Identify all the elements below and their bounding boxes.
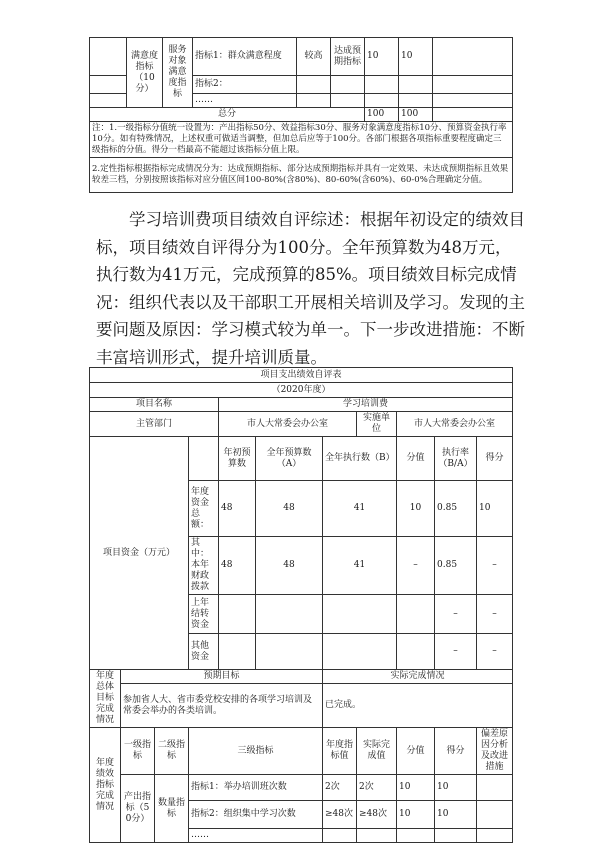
eval-table-title: 项目支出绩效自评表 — [90, 368, 513, 383]
project-name: 学习培训费 — [219, 398, 513, 412]
indicator1-actual: 达成预期指标 — [331, 38, 365, 76]
fund-row-label: 其他资金 — [189, 634, 219, 670]
h-score: 分值 — [397, 728, 435, 775]
indicator1-target: 较高 — [297, 38, 331, 76]
indicator2-label: 指标2： — [193, 76, 297, 94]
fund-row-got: – — [477, 537, 513, 595]
ind1-score: 10 — [397, 775, 435, 801]
col-score-value: 分值 — [397, 437, 435, 481]
ind2-label: 指标2：组织集中学习次数 — [189, 801, 323, 829]
fund-row-budget: 48 — [256, 537, 323, 595]
performance-summary-paragraph: 学习培训费项目绩效自评综述：根据年初设定的绩效目标，项目绩效自评得分为100分。全年预算数为48万元，执行数为41万元，完成预算的85%。项目绩效目标完成情况：组织代表以及干部职工开展相关培训及学习。发现的主要问题及原因：学习模式较为单一。下一步改进措施：不断丰富培训形式，提升培训质量。 — [96, 210, 525, 367]
col-annual-exec: 全年执行数（B） — [323, 437, 397, 481]
col-initial-budget: 年初预算数 — [219, 437, 256, 481]
fund-row-budget — [256, 595, 323, 634]
fund-row-label: 年度资金总额： — [189, 481, 219, 537]
h-got: 得分 — [435, 728, 477, 775]
ellipsis: …… — [189, 829, 323, 843]
fund-row-initial: 48 — [219, 481, 256, 537]
ind1-actual: 2次 — [357, 775, 397, 801]
ind1-target: 2次 — [323, 775, 357, 801]
fund-row-got: – — [477, 595, 513, 634]
ind1-label: 指标1：举办培训班次数 — [189, 775, 323, 801]
ind2-score: 10 — [397, 801, 435, 829]
fund-row-initial: 48 — [219, 537, 256, 595]
fund-row-budget: 48 — [256, 481, 323, 537]
fund-row-score — [397, 634, 435, 670]
expected-goal-label: 预期目标 — [121, 670, 323, 684]
eval-table — [89, 367, 513, 843]
eval-table-year: （2020年度） — [90, 383, 513, 398]
indicator1-score: 10 — [365, 38, 399, 76]
fund-row-exec: 41 — [323, 481, 397, 537]
ellipsis: …… — [193, 94, 297, 108]
fund-row-rate: – — [435, 634, 477, 670]
output-indicator-label: 产出指标（50分） — [121, 775, 155, 843]
satisfaction-indicator-label: 满意度指标（10分） — [127, 38, 163, 108]
dept-label: 主管部门 — [90, 412, 219, 437]
indicator1-label: 指标1：群众满意程度 — [193, 38, 297, 76]
ind2-got: 10 — [435, 801, 477, 829]
h-analysis: 偏差原因分析及改进措施 — [477, 728, 513, 775]
expected-goal: 参加省人大、省市委党校安排的各项学习培训及常委会举办的各类培训。 — [121, 684, 323, 728]
fund-row-label: 上年结转资金 — [189, 595, 219, 634]
project-name-label: 项目名称 — [90, 398, 219, 412]
top-indicator-table — [89, 37, 513, 193]
ind2-target: ≥48次 — [323, 801, 357, 829]
indicator1-got: 10 — [399, 38, 433, 76]
actual-completion: 已完成。 — [323, 684, 513, 728]
impl-value: 市人大常委会办公室 — [397, 412, 513, 437]
total-label: 总分 — [90, 108, 365, 122]
note-2: 2.定性指标根据指标完成情况分为：达成预期指标、部分达成预期指标并具有一定效果、未达成预期指标且效果较差三档，分别按照该指标对应分值区间100-80%(含80%)、80-60%(含60%)、60-0%合理确定分值。 — [90, 158, 513, 193]
fund-row-score: – — [397, 537, 435, 595]
quantity-indicator-label: 数量指标 — [155, 775, 189, 843]
fund-row-budget — [256, 634, 323, 670]
fund-row-initial — [219, 634, 256, 670]
ind1-got: 10 — [435, 775, 477, 801]
actual-completion-label: 实际完成情况 — [323, 670, 513, 684]
funds-label: 项目资金（万元） — [90, 437, 189, 670]
goal-label: 年度总体目标完成情况 — [90, 670, 121, 728]
ind2-actual: ≥48次 — [357, 801, 397, 829]
h-level2: 二级指标 — [155, 728, 189, 775]
col-annual-budget: 全年预算数（A） — [256, 437, 323, 481]
fund-row-rate: 0.85 — [435, 481, 477, 537]
fund-row-score: 10 — [397, 481, 435, 537]
col-got: 得分 — [477, 437, 513, 481]
fund-row-rate: – — [435, 595, 477, 634]
fund-row-got: 10 — [477, 481, 513, 537]
fund-row-exec: 41 — [323, 537, 397, 595]
h-level1: 一级指标 — [121, 728, 155, 775]
perf-label: 年度绩效指标完成情况 — [90, 728, 121, 843]
dept-value: 市人大常委会办公室 — [219, 412, 357, 437]
service-target-indicator-label: 服务对象满意度指标 — [163, 38, 193, 108]
h-target: 年度指标值 — [323, 728, 357, 775]
fund-row-exec — [323, 634, 397, 670]
fund-row-exec — [323, 595, 397, 634]
impl-label: 实施单位 — [357, 412, 397, 437]
fund-row-initial — [219, 595, 256, 634]
h-level3: 三级指标 — [189, 728, 323, 775]
h-actual: 实际完成值 — [357, 728, 397, 775]
fund-row-rate: 0.85 — [435, 537, 477, 595]
total-got: 100 — [399, 108, 433, 122]
total-score: 100 — [365, 108, 399, 122]
fund-row-label: 其中：本年财政拨款 — [189, 537, 219, 595]
col-exec-rate: 执行率（B/A） — [435, 437, 477, 481]
fund-row-got: – — [477, 634, 513, 670]
fund-row-score — [397, 595, 435, 634]
note-1: 注：1.一级指标分值统一设置为：产出指标50分、效益指标30分、服务对象满意度指标10分、预算资金执行率10分。如有特殊情况，上述权重可做适当调整，但加总后应等于100分。各部门根据各项指标重要程度确定三级指标的分值。得分一档最高不能超过该指标分值上限。 — [90, 122, 513, 158]
